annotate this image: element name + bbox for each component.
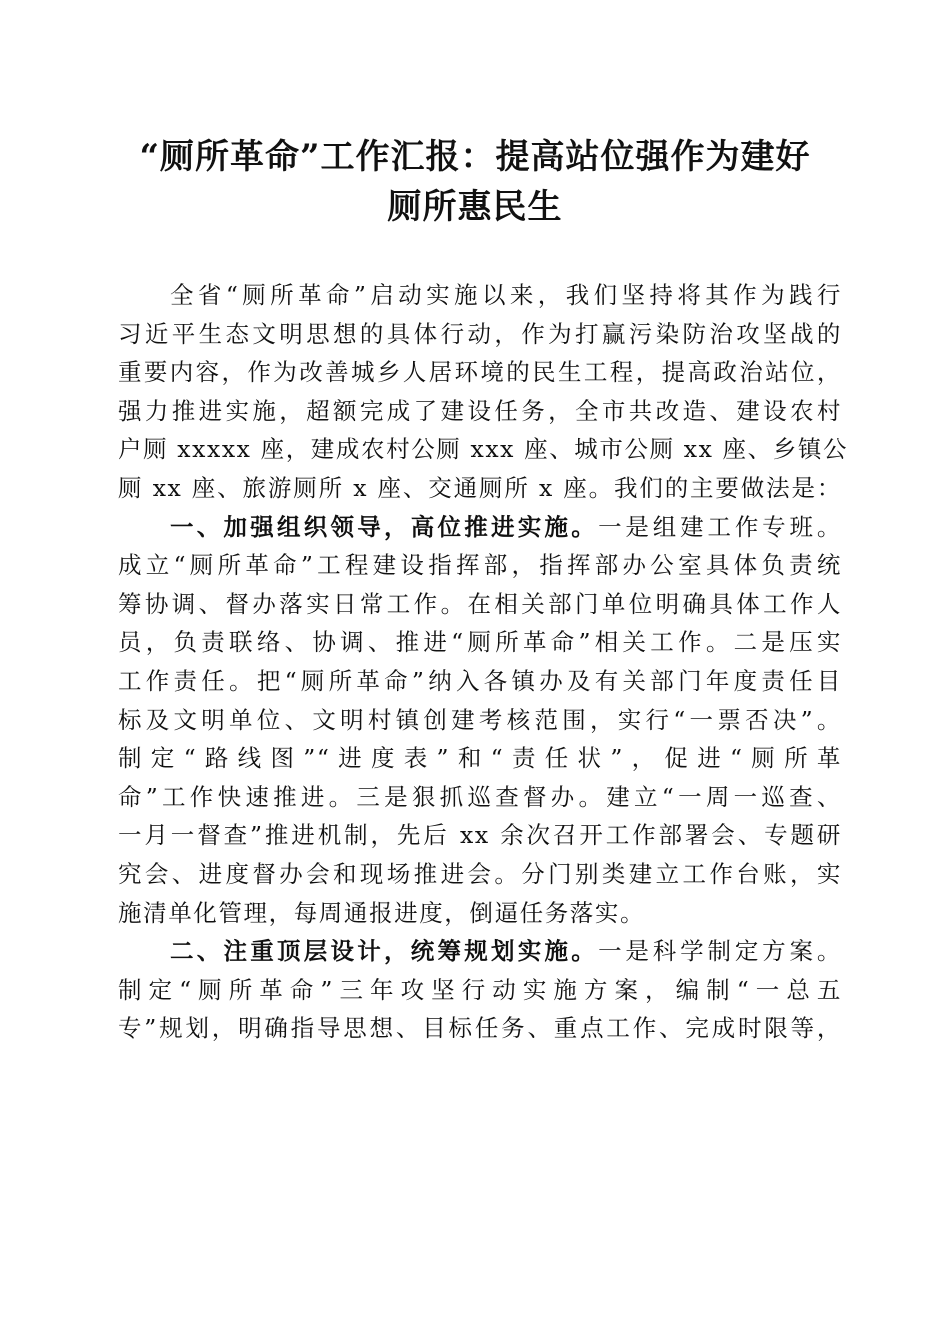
section-2-line: 制定“厕所革命”三年攻坚行动实施方案，编制“一总五 (118, 975, 842, 1004)
section-1-line: 制定“路线图”“进度表”和“责任状”，促进“厕所革 (118, 744, 842, 773)
section-2-line: 专”规划，明确指导思想、目标任务、重点工作、完成时限等， (118, 1014, 842, 1043)
section-1-line: 筹协调、督办落实日常工作。在相关部门单位明确具体工作人 (118, 589, 842, 618)
section-1-first-line-text: 一是组建工作专班。 (598, 512, 842, 541)
section-1-line: 究会、进度督办会和现场推进会。分门别类建立工作台账，实 (118, 859, 842, 888)
document-body (118, 276, 849, 1048)
title-line-2: 厕所惠民生 (387, 187, 563, 227)
section-2-first-line (118, 932, 842, 971)
paragraph-1-line-5: 户厕 xxxxx 座，建成农村公厕 xxx 座、城市公厕 xx 座、乡镇公 (118, 435, 849, 464)
section-1-heading: 一、加强组织领导，高位推进实施。 (170, 512, 599, 541)
paragraph-1-line-1: 全省“厕所革命”启动实施以来，我们坚持将其作为践行 (170, 281, 842, 309)
section-1-line: 成立“厕所革命”工程建设指挥部，指挥部办公室具体负责统 (118, 551, 842, 580)
document-title (100, 132, 850, 232)
paragraph-1-line-4: 强力推进实施，超额完成了建设任务，全市共改造、建设农村 (118, 396, 842, 425)
section-1-line: 工作责任。把“厕所革命”纳入各镇办及有关部门年度责任目 (118, 666, 842, 695)
section-2-heading: 二、注重顶层设计，统筹规划实施。 (170, 937, 599, 966)
paragraph-1-line-3: 重要内容，作为改善城乡人居环境的民生工程，提高政治站位， (118, 358, 842, 387)
section-1-line: 命”工作快速推进。三是狠抓巡查督办。建立“一周一巡查、 (118, 782, 842, 811)
section-1-line: 标及文明单位、文明村镇创建考核范围，实行“一票否决”。 (118, 705, 842, 734)
paragraph-1-line-6: 厕 xx 座、旅游厕所 x 座、交通厕所 x 座。我们的主要做法是： (118, 473, 842, 502)
title-line-1: “厕所革命”工作汇报：提高站位强作为建好 (139, 137, 811, 177)
section-1-line: 一月一督查”推进机制，先后 xx 余次召开工作部署会、专题研 (118, 821, 842, 850)
section-1-line-last: 施清单化管理，每周通报进度，倒逼任务落实。 (118, 898, 646, 927)
section-1-first-line (118, 508, 842, 547)
section-2-first-line-text: 一是科学制定方案。 (598, 937, 842, 966)
paragraph-1-line-2: 习近平生态文明思想的具体行动，作为打赢污染防治攻坚战的 (118, 319, 842, 348)
section-1-line: 员，负责联络、协调、推进“厕所革命”相关工作。二是压实 (118, 628, 842, 657)
